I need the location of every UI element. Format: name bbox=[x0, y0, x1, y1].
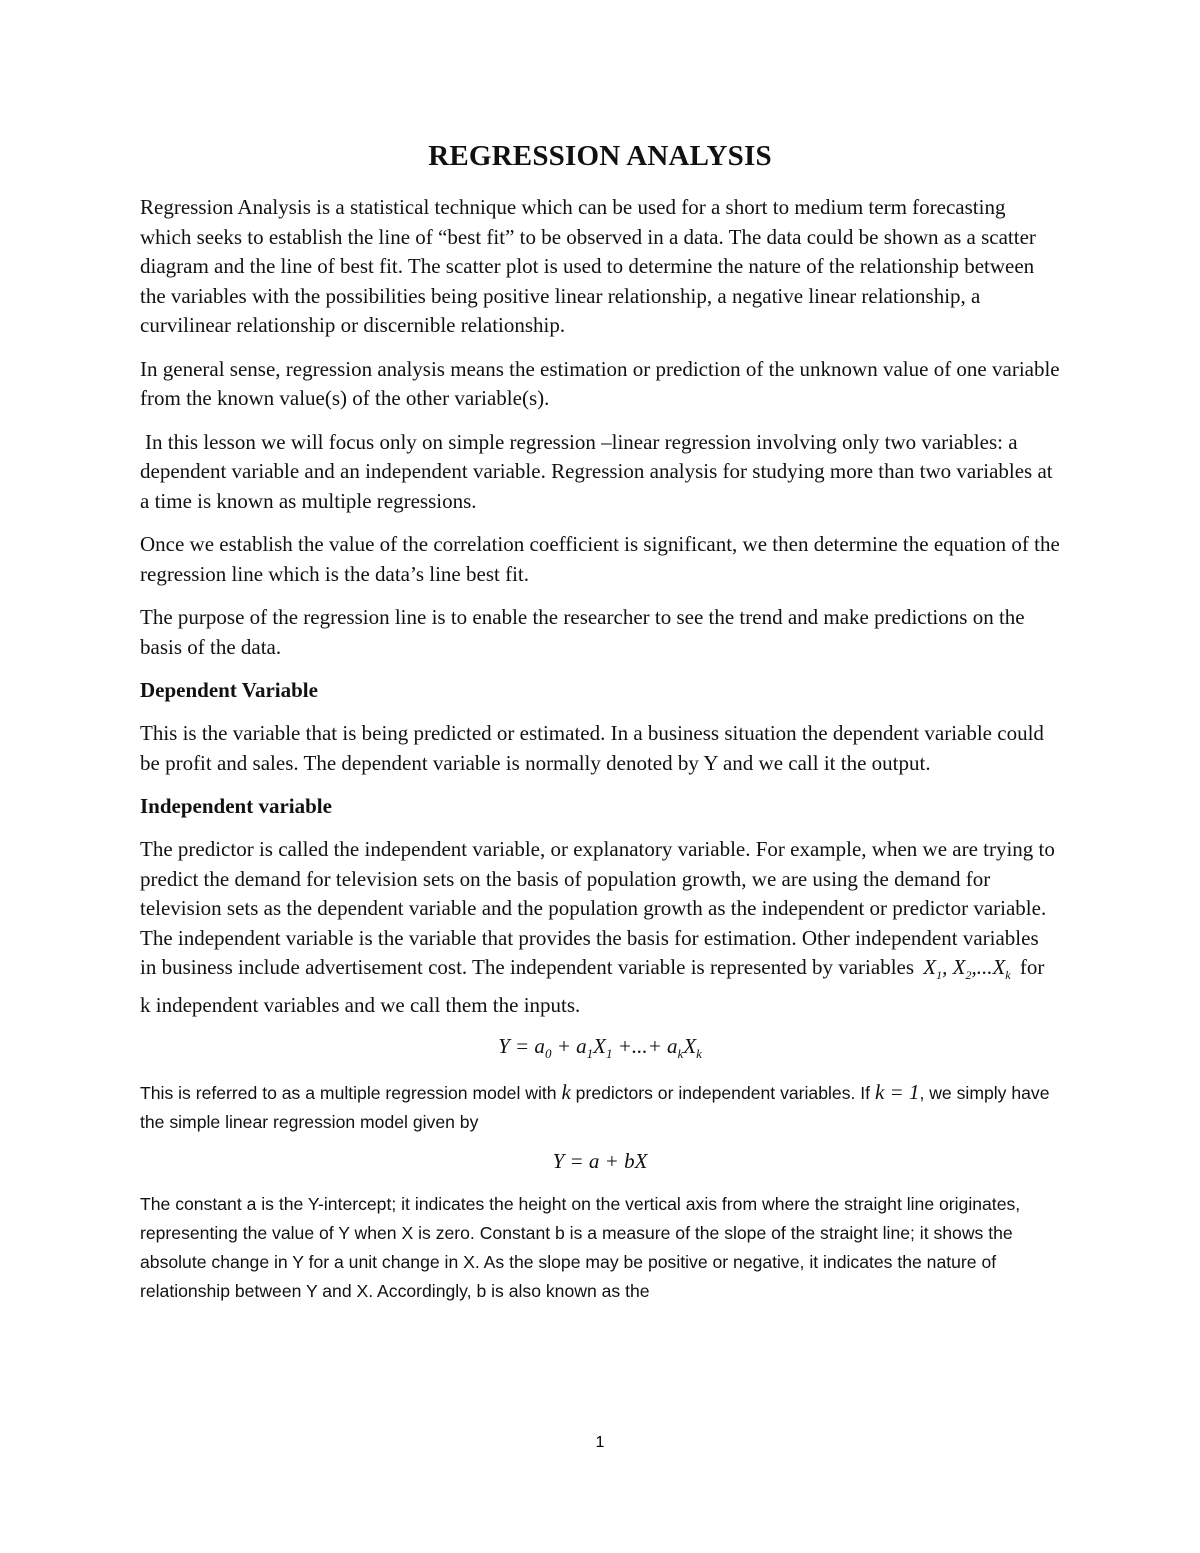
multiple-model-text bbox=[140, 1078, 1060, 1137]
k-symbol: k bbox=[561, 1080, 571, 1105]
general-sense-paragraph: In general sense, regression analysis means the estimation or prediction of the unknown value of one variable from the known value(s) of the other variable(s). bbox=[140, 356, 1060, 410]
simple-regression-equation: Y = a + bX bbox=[552, 1149, 648, 1174]
purpose-paragraph: The purpose of the regression line is to enable the researcher to see the trend and make predictions on the basis of the data. bbox=[140, 605, 1025, 659]
dependent-variable-heading: Dependent Variable bbox=[140, 678, 318, 702]
correlation-paragraph: Once we establish the value of the correlation coefficient is significant, we then determine the equation of the regression line which is the data’s line best fit. bbox=[140, 532, 1060, 586]
independent-text-after: for k independent variables and we call them the inputs. bbox=[140, 955, 1045, 1017]
independent-variable-heading: Independent variable bbox=[140, 794, 332, 818]
multiple-model-before: This is referred to as a multiple regression model with bbox=[140, 1083, 557, 1104]
k-equals-one: k = 1 bbox=[874, 1080, 920, 1105]
multiple-regression-equation: $Y = a_0 + a_1X_1$ +...+ $a_kX_k$ bbox=[498, 1034, 702, 1062]
dependent-variable-text: This is the variable that is being predicted or estimated. In a business situation the dependent variable could be profit and sales. The dependent variable is normally denoted by Y and we call it the output. bbox=[140, 721, 1044, 775]
intro-paragraph: Regression Analysis is a statistical technique which can be used for a short to medium term forecasting which seeks to establish the line of “best fit” to be observed in a data. The data could be shown as a scatter diagram and the line of best fit. The scatter plot is used to determine the nature of the relationship between the variables with the possibilities being positive linear relationship, a negative linear relationship, a curvilinear relationship or discernible relationship. bbox=[140, 195, 1036, 337]
constant-explanation-text: The constant a is the Y-intercept; it indicates the height on the vertical axis from where the straight line originates, representing the value of Y when X is zero. Constant b is a measure of the slope of the straight line; it shows the absolute change in Y for a unit change in X. As the slope may be positive or negative, it indicates the nature of relationship between Y and X. Accordingly, b is also known as the bbox=[140, 1194, 1021, 1302]
independent-variable-text bbox=[140, 835, 1060, 1020]
variables-x-formula: $X_1$, $X_2,...X_k$ bbox=[923, 955, 1011, 983]
page-title: REGRESSION ANALYSIS bbox=[428, 140, 772, 172]
multiple-model-middle: predictors or independent variables. If bbox=[575, 1083, 871, 1104]
multiple-model-after: , we simply have the simple linear regression model given by bbox=[140, 1083, 1050, 1133]
lesson-focus-paragraph: In this lesson we will focus only on simple regression –linear regression involving only two variables: a dependent variable and an independent variable. Regression analysis for studying more than two variables at a time is known as multiple regressions. bbox=[140, 429, 1053, 513]
page-number: 1 bbox=[595, 1434, 605, 1451]
independent-text-before: The predictor is called the independent variable, or explanatory variable. For example, when we are trying to predict the demand for television sets on the basis of population growth, we are using the demand for television sets as the dependent variable and the population growth as the independent or predictor variable. The independent variable is the variable that provides the basis for estimation. Other independent variables in business include advertisement cost. The independent variable is represented by variables bbox=[140, 837, 1055, 979]
